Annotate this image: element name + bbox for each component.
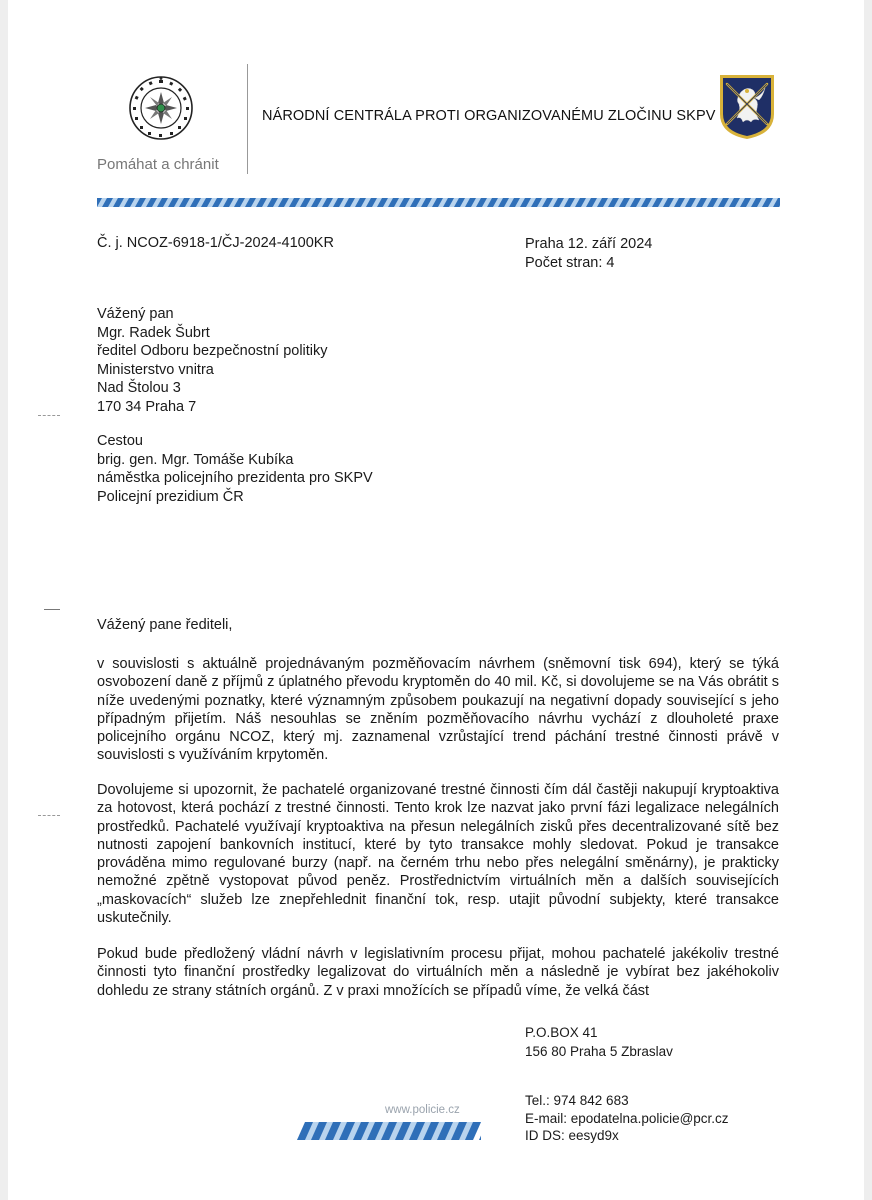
fold-mark-bottom (38, 815, 60, 816)
coat-of-arms-emblem (719, 74, 775, 140)
contact-email: E-mail: epodatelna.policie@pcr.cz (525, 1110, 729, 1126)
letter-date: Praha 12. září 2024 (525, 236, 653, 252)
contact-phone: Tel.: 974 842 683 (525, 1093, 629, 1108)
via-line: náměstka policejního prezidenta pro SKPV (97, 470, 373, 486)
header-stripe (97, 198, 780, 207)
recipient-line: Mgr. Radek Šubrt (97, 324, 210, 341)
body-paragraph-1: v souvislosti s aktuálně projednávaným pozměňovacím návrhem (sněmovní tisk 694), který se týká osvobození daně z příjmů z úplatného převodu kryptoměn do 40 mil. Kč, si dovolujeme se na Vás obrátit s níže uvedenými poznatky, které významným způsobem poukazují na negativní dopady související s jeho případným přijetím. Náš nesouhlas se zněním pozměňovacího návrhu vychází z dlouholeté praxe policejního orgánu NCOZ, který mj. zaznamenal vzrůstající trend páchání trestné činnosti právě v souvislosti s využíváním krpytoměn. (97, 656, 779, 764)
header-divider (247, 64, 248, 174)
footer-stripe (297, 1122, 481, 1140)
recipient-line: Ministerstvo vnitra (97, 361, 214, 378)
via-address (97, 432, 373, 506)
page-edge-left (0, 0, 8, 1200)
police-seal-logo (128, 75, 194, 141)
via-line: brig. gen. Mgr. Tomáše Kubíka (97, 451, 294, 468)
punch-mark (44, 609, 60, 610)
postal-line: P.O.BOX 41 (525, 1025, 598, 1040)
fold-mark-top (38, 415, 60, 416)
recipient-line: Nad Štolou 3 (97, 380, 181, 396)
footer-website: www.policie.cz (385, 1104, 460, 1116)
date-block (525, 235, 652, 273)
motto: Pomáhat a chránit (97, 156, 219, 173)
body-paragraph-2: Dovolujeme si upozornit, že pachatelé organizované trestné činnosti čím dál častěji nakupují kryptoaktiva za hotovost, která pochází z trestné činnosti. Tento krok lze nazvat jako první fázi legalizace nelegálních prostředků. Pachatelé využívají kryptoaktiva na přesun nelegálních zisků přes decentralizované sítě bez nutnosti zapojení bankovních institucí, které by tyto transakce mohly sledovat. Pokud je transakce prováděna mimo regulované burzy (např. na černém trhu nebo přes nelegální směnárny), je prakticky nemožné zpětně vystopovat původ peněz. Prostřednictvím virtuálních měn a dalších souvisejících „maskovacích“ služeb lze znepřehlednit finanční tok, resp. utajit původní subjekty, které transakce uskutečnily. (97, 782, 779, 927)
footer-contact (525, 1092, 729, 1145)
via-line: Cestou (97, 433, 143, 449)
contact-data-box: ID DS: eesyd9x (525, 1128, 619, 1143)
recipient-address (97, 305, 328, 416)
recipient-line: ředitel Odboru bezpečnostní politiky (97, 343, 328, 359)
body-paragraph-3: Pokud bude předložený vládní návrh v legislativním procesu přijat, mohou pachatelé jakékoliv trestné činnosti tyto finanční prostředky legalizovat do virtuálních měn a následně je vybírat bez jakéhokoliv dohledu ze strany státních orgánů. Z v praxi množících se případů víme, že velká část (97, 946, 779, 999)
recipient-line: Vážený pan (97, 306, 174, 322)
organization-name: NÁRODNÍ CENTRÁLA PROTI ORGANIZOVANÉMU ZLOČINU SKPV (262, 108, 716, 124)
page-count: Počet stran: 4 (525, 255, 615, 271)
reference-number: Č. j. NCOZ-6918-1/ČJ-2024-4100KR (97, 235, 334, 251)
postal-line: 156 80 Praha 5 Zbraslav (525, 1043, 673, 1059)
page-edge-right (864, 0, 872, 1200)
recipient-line: 170 34 Praha 7 (97, 398, 197, 415)
salutation: Vážený pane řediteli, (97, 617, 233, 633)
footer-postal-address (525, 1024, 673, 1061)
via-line: Policejní prezidium ČR (97, 488, 244, 505)
